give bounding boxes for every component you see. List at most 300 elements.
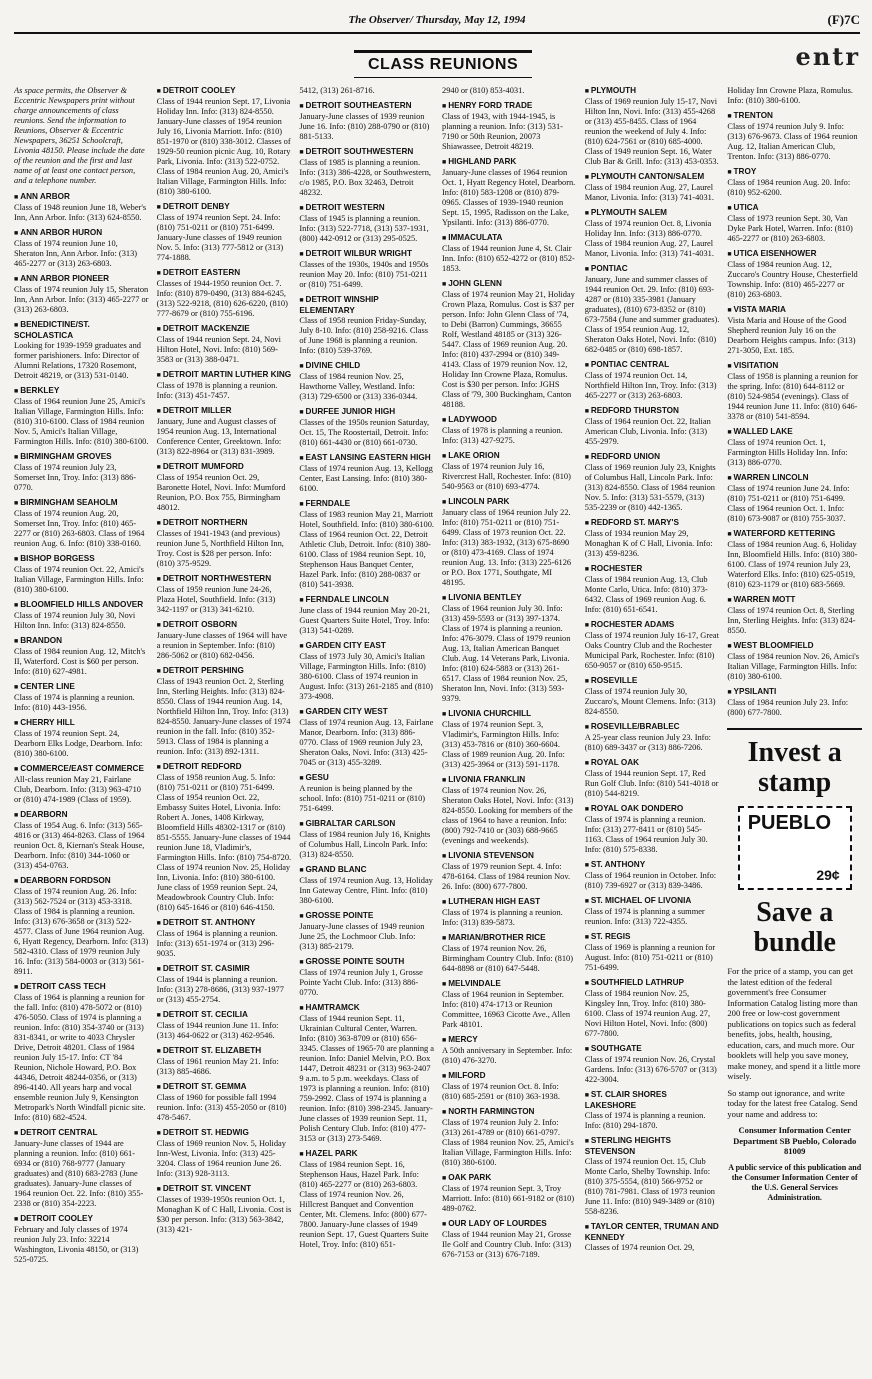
school-name: ■ CENTER LINE <box>14 682 149 693</box>
reunion-details: Class of 1943, with 1944-1945, is planning a reunion. Info: (313) 531-7190 or 50th Reunion, 20073 Shiawassee, Detroit 48219. <box>442 112 563 151</box>
school-name: ■ DETROIT ST. VINCENT <box>157 1184 292 1195</box>
section-title: CLASS REUNIONS <box>354 50 532 78</box>
reunion-entry <box>14 682 149 713</box>
reunion-entry <box>585 932 720 973</box>
reunion-entry <box>299 865 434 906</box>
reunion-entry <box>585 896 720 927</box>
school-name: ■ DETROIT SOUTHWESTERN <box>299 147 434 158</box>
reunion-entry <box>727 203 862 244</box>
school-name: ■ DETROIT SOUTHEASTERN <box>299 101 434 112</box>
school-name: ■ WEST BLOOMFIELD <box>727 641 862 652</box>
masthead <box>14 10 860 34</box>
school-name: ■ FERNDALE LINCOLN <box>299 595 434 606</box>
column-3 <box>299 86 434 1361</box>
reunion-details: Class of 1954 Aug. 6. Info: (313) 565-4816 or (313) 464-8263. Class of 1964 reunion Oct. 8, Kiernan's Steak House, Dearborn. Info: (810) 344-1060 or (313) 454-0763. <box>14 821 145 870</box>
reunion-details: Class of 1974 reunion Oct. 8, Sterling Inn, Sterling Heights. Info: (313) 824-8550. <box>727 606 856 635</box>
reunion-details: Class of 1969 reunion July 15-17, Novi Hilton Inn, Novi. Info: (313) 455-4268 or (313) 455-8455. Class of 1964 reunion the weekend of July 4. Info: (810) 624-7561 or (810) 685-4000. Class of 1949 reunion Sept. 16, Water Club Bar & Grill. Info: (313) 453-0353. <box>584 97 719 166</box>
reunion-entry <box>14 228 149 269</box>
reunion-entry <box>727 687 862 718</box>
section-title-bar <box>14 40 860 76</box>
school-name: ■ DEARBORN <box>14 810 149 821</box>
reunion-details: Class of 1983 reunion May 21, Marriott Hotel, Southfield. Info: (810) 380-6100. Class of 1964 reunion Oct. 22, Detroit Athletic Club, Detroit. Info: (810) 380-6100. Class of 1984 reunion Sept. 10, Stephenson Haus Banquet Center, Hazel Park. Info: (810) 288-0837 or (810) 541-3938. <box>299 510 435 589</box>
school-name: ■ GARDEN CITY EAST <box>299 641 434 652</box>
school-name: ■ GESU <box>299 773 434 784</box>
school-name: ■ STERLING HEIGHTS STEVENSON <box>585 1136 720 1157</box>
school-name: ■ WALLED LAKE <box>727 427 862 438</box>
reunion-details: Class of 1958 is planning a reunion for the spring. Info: (810) 644-8112 or (810) 524-9854 (evenings). Class of 1944 reunion June 11. Info: (810) 646-3378 or (810) 541-8594. <box>727 372 858 421</box>
reunion-entry <box>299 819 434 860</box>
reunion-entry <box>442 851 577 892</box>
reunion-entry <box>14 554 149 595</box>
reunion-entry <box>299 249 434 290</box>
school-name: ■ DETROIT CENTRAL <box>14 1128 149 1139</box>
school-name: ■ DETROIT ST. HEDWIG <box>157 1128 292 1139</box>
reunion-entry <box>299 407 434 448</box>
reunion-entry <box>299 101 434 142</box>
school-name: ■ DETROIT ST. GEMMA <box>157 1082 292 1093</box>
reunion-details: Class of 1974 reunion Sept. 3, Vladimir's, Farmington Hills. Info: (313) 453-7816 or (810) 360-6604. Class of 1989 reunion Aug. 20. Info: (313) 425-3964 or (313) 591-1178. <box>442 720 565 769</box>
school-name: ■ SOUTHGATE <box>585 1044 720 1055</box>
school-name: ■ ANN ARBOR <box>14 192 149 203</box>
reunion-details: Class of 1944 reunion June 11. Info: (313) 464-0622 or (313) 462-9546. <box>156 1021 279 1040</box>
reunion-details: Class of 1969 reunion Nov. 5, Holiday Inn-West, Livonia. Info: (313) 425-3204. Class of 1964 reunion June 26. Info: (313) 928-3113. <box>156 1139 286 1178</box>
school-name: ■ HENRY FORD TRADE <box>442 101 577 112</box>
reunion-entry <box>585 452 720 513</box>
reunion-details: Class of 1964 reunion June 25, Amici's Italian Village, Farmington Hills. Info: (810) 310-6100. Class of 1984 reunion Nov. 5, Amici's Italian Village, Farmington Hills. Info: (810) 380-6100. <box>14 397 149 446</box>
reunion-details: Classes of 1941-1943 (and previous) reunion June 5, Northfield Hilton Inn, Troy. Cost is $28 per person. Info: (810) 375-9529. <box>156 529 284 568</box>
reunion-details: Class of 1974 reunion Aug. 13, Fairlane Manor, Dearborn. Info: (313) 886-0770. Class of 1969 reunion July 23, Sheraton Oaks, Novi. Info: (313) 425-7045 or (313) 455-3289. <box>299 718 434 767</box>
reunion-entry <box>14 636 149 677</box>
reunion-entry <box>585 518 720 559</box>
school-name: ■ DEARBORN FORDSON <box>14 876 149 887</box>
reunion-entry <box>299 203 434 244</box>
school-name: ■ OUR LADY OF LOURDES <box>442 1219 577 1230</box>
reunion-entry <box>442 709 577 770</box>
reunion-entry <box>585 722 720 753</box>
school-name: ■ GRAND BLANC <box>299 865 434 876</box>
school-name: ■ WARREN MOTT <box>727 595 862 606</box>
reunion-details: Class of 1974 reunion Aug. 26. Info: (313) 562-7524 or (313) 453-3318. Class of 1984 is planning a reunion. Info: (313) 676-3658 or (313) 522-4577. Class of June 1964 reunion Aug. 6, Hyatt Regency, Dearborn. Info: (313) 582-4310. Class of 1979 reunion July 16. Info: (313) 584-0003 or (313) 561-8911. <box>14 887 149 976</box>
school-name: ■ SOUTHFIELD LATHRUP <box>585 978 720 989</box>
reunion-entry <box>442 233 577 274</box>
school-name: ■ DETROIT WESTERN <box>299 203 434 214</box>
reunion-details: Class of 1984 reunion Nov. 26, Amici's Italian Village, Farmington Hills. Info: (810) 380-6100. <box>727 652 860 681</box>
school-name: ■ PONTIAC <box>585 264 720 275</box>
reunion-details: Class of 1979 reunion Sept. 4. Info: 478-6164. Class of 1984 reunion Nov. 26. Info: (800) 677-7800. <box>442 862 571 891</box>
reunion-entry <box>442 86 577 96</box>
reunion-entry <box>14 274 149 315</box>
reunion-details: Classes of the 1950s reunion Saturday, Oct. 15, The Roostertail, Detroit. Info: (810) 661-4430 or (810) 661-0730. <box>299 418 430 447</box>
reunion-details: Class of 1984 reunion Sept. 16, Stephenson Haus, Hazel Park. Info: (810) 465-2277 or (810) 263-6803. Class of 1974 reunion Nov. 26, Hillcrest Banquet and Convention Center, Mt. Clemens. Info: (800) 677-7800. January-June classes of 1949 reunion Sept. 17, Guest Quarters Suite Hotel, Troy. Info: (810) 651- <box>299 1160 429 1249</box>
column-4 <box>442 86 577 1361</box>
reunion-details: Class of 1974 reunion July 30, Novi Hilton Inn. Info: (313) 824-8550. <box>14 611 136 630</box>
school-name: ■ ROYAL OAK <box>585 758 720 769</box>
reunion-entry <box>585 208 720 259</box>
reunion-details: January, June and summer classes of 1944 reunion Oct. 29. Info: (810) 693-4287 or (810) 335-3981 (January graduates), (810) 673-8352 or (810) 673-7584 (June and summer graduates). Class of 1954 reunion Aug. 12, Sheraton Oaks Hotel, Novi. Info: (810) 682-0485 or (810) 698-1857. <box>584 275 720 354</box>
school-name: ■ LADYWOOD <box>442 415 577 426</box>
reunion-details: Class of 1969 is planning a reunion for August. Info: (810) 751-0211 or (810) 751-6499. <box>584 943 716 972</box>
school-name: ■ PONTIAC CENTRAL <box>585 360 720 371</box>
school-name: ■ LIVONIA FRANKLIN <box>442 775 577 786</box>
school-name: ■ MERCY <box>442 1035 577 1046</box>
reunion-details: January-June classes of 1964 reunion Oct. 1, Hyatt Regency Hotel, Dearborn. Info: (810) 583-1208 or (810) 879-0965. Classes of 1939-1940 reunion Sept. 15, 1995, Radisson on the Lake, Ypsilanti. Info: (313) 886-0770. <box>442 168 576 227</box>
reunion-entry <box>299 1003 434 1144</box>
reunion-details: Class of 1958 reunion Aug. 5. Info: (810) 751-0211 or (810) 751-6499. Class of 1954 reunion Oct. 22, Embassy Suites Hotel, Livonia. Info: Robert A. Jones, 1408 Kirkway, Bloomfield Hills 48302-1317 or (810) 851-5555. January-June classes of 1944 reunion June 18, Vladimir's, Farmington Hills. Info: (810) 754-8720. Class of 1974 reunion Nov. 25, Holiday Inn, Livonia. Info: (810) 380-6100. June class of 1959 reunion Sept. 24, Meadowbrook Country Club. Info: (810) 645-1646 or (810) 646-4150. <box>156 773 292 912</box>
reunion-entry <box>442 1035 577 1066</box>
reunion-entry <box>299 453 434 494</box>
reunion-entry <box>157 86 292 197</box>
school-name: ■ GROSSE POINTE SOUTH <box>299 957 434 968</box>
column-1 <box>14 86 149 1361</box>
reunion-entry <box>585 1222 720 1253</box>
school-name: ■ ST. MICHAEL OF LIVONIA <box>585 896 720 907</box>
column-6 <box>727 86 862 1361</box>
school-name: ■ VISTA MARIA <box>727 305 862 316</box>
reunion-entry <box>14 718 149 759</box>
reunion-details: Class of 1974 reunion Sept. 3, Troy Marriott. Info: (810) 661-9182 or (810) 489-0762. <box>442 1184 575 1213</box>
reunion-details: Holiday Inn Crowne Plaza, Romulus. Info: (810) 380-6100. <box>727 86 853 105</box>
reunion-entry <box>157 964 292 1005</box>
school-name: ■ DURFEE JUNIOR HIGH <box>299 407 434 418</box>
reunion-entry <box>585 172 720 203</box>
reunion-entry <box>442 415 577 446</box>
reunion-entry <box>157 324 292 365</box>
reunion-entry <box>585 360 720 401</box>
reunion-entry <box>727 641 862 682</box>
reunion-entry <box>727 529 862 590</box>
school-name: ■ BENEDICTINE/ST. SCHOLASTICA <box>14 320 149 341</box>
reunion-entry <box>299 595 434 636</box>
school-name: ■ REDFORD UNION <box>585 452 720 463</box>
reunion-details: Class of 1974 is planning a reunion. Info: (810) 443-1956. <box>14 693 135 712</box>
reunion-entry <box>14 1214 149 1265</box>
reunion-details: Class of 1974 reunion May 21, Holiday Crown Plaza, Romulus. Cost is $37 per person. Info: John Glenn Class of '74, to Debi (Barron) Cummings, 36655 Rolf, Westland 48185 or (313) 326-5447. Class of 1969 reunion Aug. 20. Info: (810) 437-2994 or (810) 349-4143. Class of 1979 reunion Nov. 12, Holiday Inn Crowne Plaza, Romulus. Cost is $30 per person. Info: JGHS Class of '79, 300 Buckingham, Canton 48188. <box>442 290 575 409</box>
reunion-details: A 25-year class reunion July 23. Info: (810) 689-3437 or (313) 886-7206. <box>584 733 711 752</box>
reunion-details: Class of 1974 reunion July 15, Sheraton Inn, Ann Arbor. Info: (313) 465-2277 or (313) 263-6803. <box>14 285 149 314</box>
school-name: ■ DETROIT NORTHERN <box>157 518 292 529</box>
reunion-details: Class of 1974 reunion Oct. 1, Farmington Hills Holiday Inn. Info: (313) 886-0770. <box>727 438 848 467</box>
school-name: ■ ST. CLAIR SHORES LAKESHORE <box>585 1090 720 1111</box>
reunion-entry <box>585 86 720 167</box>
reunion-entry <box>14 982 149 1123</box>
reunion-details: Class of 1974 reunion Aug. 20, Somerset Inn, Troy. Info: (810) 465-2277 or (810) 263-6803. Class of 1964 reunion Aug. 6. Info: (810) 338-0160. <box>14 509 145 548</box>
school-name: ■ PLYMOUTH <box>585 86 720 97</box>
school-name: ■ GARDEN CITY WEST <box>299 707 434 718</box>
ad-body <box>727 966 862 1157</box>
school-name: ■ DETROIT PERSHING <box>157 666 292 677</box>
school-name: ■ MILFORD <box>442 1071 577 1082</box>
school-name: ■ BLOOMFIELD HILLS ANDOVER <box>14 600 149 611</box>
reunion-details: June class of 1944 reunion May 20-21, Guest Quarters Suite Hotel, Troy. Info: (313) 541-0289. <box>299 606 430 635</box>
reunion-entry <box>442 1071 577 1102</box>
stamp-word: PUEBLO <box>747 812 832 834</box>
stamp-ad <box>727 728 862 1203</box>
school-name: ■ DETROIT EASTERN <box>157 268 292 279</box>
reunion-details: Class of 1984 reunion Aug. 13, Club Monte Carlo, Utica. Info: (810) 373-6432. Class of 1969 reunion Aug. 6. Info: (810) 651-6541. <box>584 575 708 614</box>
reunion-entry <box>442 979 577 1030</box>
school-name: ■ UTICA <box>727 203 862 214</box>
reunion-details: Class of 1964 reunion Oct. 22, Italian American Club, Livonia. Info: (313) 455-2979. <box>584 417 711 446</box>
school-name: ■ DETROIT DENBY <box>157 202 292 213</box>
reunion-entry <box>299 361 434 402</box>
reunion-details: Class of 1973 July 30, Amici's Italian Village, Farmington Hills. Info: (810) 380-6100. Class of 1974 reunion in August. Info: (313) 261-2185 and (810) 373-4908. <box>299 652 433 701</box>
reunion-details: A reunion is being planned by the school. Info: (810) 751-0211 or (810) 751-6499. <box>299 784 426 813</box>
reunion-details: Class of 1945 is planning a reunion. Info: (313) 522-7718, (313) 537-1931, (800) 442-0912 or (313) 295-0525. <box>299 214 429 243</box>
reunion-details: Class of 1964 reunion in October. Info: (810) 739-6927 or (313) 839-3486. <box>584 871 717 890</box>
reunion-details: Class of 1974 reunion Oct. 14, Northfield Hilton Inn, Troy. Info: (313) 465-2277 or (313) 263-6803. <box>584 371 717 400</box>
reunion-entry <box>157 1010 292 1041</box>
reunion-entry <box>157 574 292 615</box>
reunion-entry <box>585 978 720 1039</box>
reunion-entry <box>442 897 577 928</box>
reunion-entry <box>442 593 577 704</box>
school-name: ■ ROCHESTER ADAMS <box>585 620 720 631</box>
school-name: ■ DETROIT MACKENZIE <box>157 324 292 335</box>
school-name: ■ PLYMOUTH SALEM <box>585 208 720 219</box>
school-name: ■ WARREN LINCOLN <box>727 473 862 484</box>
reunion-details: Class of 1974 reunion June 10, Sheraton Inn, Ann Arbor. Info: (313) 465-2277 or (313) 263-6803. <box>14 239 138 268</box>
reunion-details: Class of 1974 reunion July 1, Grosse Pointe Yacht Club. Info: (313) 886-0770. <box>299 968 423 997</box>
reunion-entry <box>157 370 292 401</box>
school-name: ■ ANN ARBOR HURON <box>14 228 149 239</box>
reunion-details: Class of 1974 reunion July 16, Rivercrest Hall, Rochester. Info: (810) 540-9563 or (810) 693-4774. <box>442 462 571 491</box>
reunion-details: Class of 1944 is planning a reunion. Info: (313) 278-8686, (313) 937-1977 or (313) 455-2754. <box>156 975 284 1004</box>
reunion-entry <box>299 295 434 356</box>
reunion-details: A 50th anniversary in September. Info: (810) 476-3270. <box>442 1046 573 1065</box>
reunion-entry <box>727 427 862 468</box>
school-name: ■ LUTHERAN HIGH EAST <box>442 897 577 908</box>
reunion-details: Class of 1943 reunion Oct. 2, Sterling Inn, Sterling Heights. Info: (313) 824-8550. Class of 1944 reunion Aug. 14, Northfield Hilton Inn, Troy. Info: (313) 824-8550. January-June classes of 1974 reunion in the fall. Info: (810) 352-5913. Class of 1984 is planning a reunion. Info: (313) 892-1311. <box>156 677 291 756</box>
reunion-entry <box>157 666 292 757</box>
masthead-date: The Observer/ Thursday, May 12, 1994 <box>348 14 526 26</box>
reunion-details: Class of 1964 reunion in September. Info: (810) 474-1713 or Reunion Committee, 16963 Cicotte Ave., Allen Park 48101. <box>442 990 571 1029</box>
reunion-details: Class of 1984 reunion Nov. 25, Hawthorne Valley, Westland. Info: (313) 729-6500 or (313) 336-0344. <box>299 372 418 401</box>
reunion-entry <box>14 876 149 977</box>
reunion-details: Classes of 1944-1950 reunion Oct. 7. Info: (810) 879-0490, (313) 884-6245, (313) 522-9218, (810) 626-6220, (810) 777-8679 or (810) 755-6196. <box>156 279 288 318</box>
reunion-entry <box>442 1173 577 1214</box>
school-name: ■ DETROIT MARTIN LUTHER KING <box>157 370 292 381</box>
reunion-entry <box>299 499 434 590</box>
reunion-entry <box>727 111 862 162</box>
school-name: ■ MARIAN/BROTHER RICE <box>442 933 577 944</box>
reunion-details: January-June classes of 1944 are planning a reunion. Info: (810) 661-6934 or (810) 768-9777 (January graduates) and (810) 683-2783 (June graduates). January-June classes of 1964 reunion Oct. 22. Info: (810) 355-2338 or (810) 354-2223. <box>14 1139 144 1208</box>
school-name: ■ BERKLEY <box>14 386 149 397</box>
reunion-entry <box>585 860 720 891</box>
reunion-entry <box>14 764 149 805</box>
school-name: ■ LIVONIA BENTLEY <box>442 593 577 604</box>
reunion-details: Class of 1959 reunion June 24-26, Plaza Hotel, Southfield. Info: (313) 342-1197 or (313) 341-6210. <box>156 585 276 614</box>
reunion-details: Class of 1974 is planning a summer reunion. Info: (313) 722-4355. <box>584 907 705 926</box>
reunion-entry <box>299 773 434 814</box>
reunion-entry <box>14 192 149 223</box>
school-name: ■ BRANDON <box>14 636 149 647</box>
reunion-details: Class of 1964 is planning a reunion. Info: (313) 651-1974 or (313) 296-9035. <box>156 929 278 958</box>
school-name: ■ TRENTON <box>727 111 862 122</box>
reunion-details: Class of 1984 reunion July 23. Info: (800) 677-7800. <box>727 698 849 717</box>
reunion-details: Class of 1974 reunion July 30, Zuccaro's, Mount Clemens. Info: (313) 824-8550. <box>584 687 716 716</box>
reunion-details: 2940 or (810) 853-4031. <box>442 86 525 95</box>
reunion-entry <box>585 758 720 799</box>
reunion-entry <box>157 1046 292 1077</box>
reunion-entry <box>585 676 720 717</box>
reunion-entry <box>14 810 149 871</box>
reunion-details: Class of 1974 is planning a reunion. Info: (810) 294-1870. <box>584 1111 706 1130</box>
reunion-entry <box>14 600 149 631</box>
school-name: ■ DETROIT OSBORN <box>157 620 292 631</box>
school-name: ■ BISHOP BORGESS <box>14 554 149 565</box>
school-name: ■ DIVINE CHILD <box>299 361 434 372</box>
reunion-entry <box>727 595 862 636</box>
reunion-details: Class of 1944 reunion Sept. 17, Livonia Holiday Inn. Info: (313) 824-8550. January-June classes of 1954 reunion July 16, Livonia Marriott. Info: (810) 851-1970 or (810) 338-3012. Classes of 1929-50 reunion picnic Aug. 10, Rotary Park, Livonia. Info: (313) 522-0752. Class of 1984 reunion Aug. 20, Amici's Italian Village, Farmington Hills. Info: (810) 380-6100. <box>156 97 291 196</box>
reunion-details: Class of 1974 reunion Oct. 22, Amici's Italian Village, Farmington Hills. Info: (810) 380-6100. <box>14 565 144 594</box>
reunion-details: Class of 1974 reunion July 9. Info: (313) 676-9673. Class of 1964 reunion Aug. 12, Italian American Club, Trenton. Info: (313) 886-0770. <box>727 122 858 161</box>
reunion-details: Class of 1964 reunion July 30. Info: (313) 459-5593 or (313) 397-1374. Class of 1974 is planning a reunion. Info: 476-3079. Class of 1979 reunion Aug. 13, Italian American Banquet Club. Aug. 14 Veterans Park, Livonia. Info: (810) 624-5883 or (313) 261-6517. Class of 1984 reunion Nov. 25, Sheraton Inn, Novi. Info: (313) 593-9379. <box>442 604 571 703</box>
reunion-entry <box>299 1149 434 1250</box>
reunion-details: 5412, (313) 261-8716. <box>299 86 375 95</box>
school-name: ■ ROSEVILLE/BRABLEC <box>585 722 720 733</box>
reunion-details: Class of 1944 reunion June 4, St. Clair Inn. Info: (810) 652-4272 or (810) 852-1853. <box>442 244 575 273</box>
reunion-details: Classes of the 1930s, 1940s and 1950s reunion May 20. Info: (810) 751-0211 or (810) 751-6499. <box>299 260 429 289</box>
reunion-entry <box>442 279 577 410</box>
reunion-details: Class of 1960 for possible fall 1994 reunion. Info: (313) 455-2050 or (810) 478-5467. <box>156 1093 287 1122</box>
reunion-entry <box>727 305 862 356</box>
ad-headline-invest: Invest a stamp <box>747 737 842 798</box>
school-name: ■ VISITATION <box>727 361 862 372</box>
school-name: ■ UTICA EISENHOWER <box>727 249 862 260</box>
ad-body-paragraph-2: So stamp out ignorance, and write today for the latest free Catalog. Send your name and address to: <box>727 1087 858 1119</box>
school-name: ■ CHERRY HILL <box>14 718 149 729</box>
school-name: ■ HAZEL PARK <box>299 1149 434 1160</box>
school-name: ■ DETROIT ST. CASIMIR <box>157 964 292 975</box>
reunion-details: January-June classes of 1964 will have a reunion in September. Info: (810) 286-5062 or (810) 682-0456. <box>156 631 288 660</box>
reunion-details: Class of 1944 reunion Sept. 17, Red Run Golf Club. Info: (810) 541-4018 or (810) 544-8219. <box>584 769 719 798</box>
reunion-details: Class of 1948 reunion June 18, Weber's Inn, Ann Arbor. Info: (313) 624-8550. <box>14 203 147 222</box>
school-name: ■ FERNDALE <box>299 499 434 510</box>
reunion-entry <box>14 1128 149 1209</box>
reunion-details: Class of 1944 reunion Sept. 24, Novi Hilton Hotel, Novi. Info: (810) 569-3583 or (313) 388-0471. <box>156 335 281 364</box>
school-name: ■ DETROIT MILLER <box>157 406 292 417</box>
school-name: ■ TROY <box>727 167 862 178</box>
school-name: ■ LIVONIA STEVENSON <box>442 851 577 862</box>
reunion-details: Class of 1964 is planning a reunion for the fall. Info: (810) 478-5072 or (810) 476-5050. Class of 1974 is planning a reunion. Info: (810) 354-3740 or (313) 831-8341, or write to 4033 Chrysler Drive, Detroit 48201. Class of 1984 reunion July 15-17. Info: CT '84 Reunion, Nichole Howard, P.O. Box 44346, Detroit 48244-0356, or (313) 896-4140. All years harp and vocal ensemble reunion July 9, Kensington Metropark's North Windfall picnic site. Info: (810) 682-4524. <box>14 993 146 1122</box>
reunion-entry <box>442 775 577 846</box>
reunion-entry <box>14 320 149 381</box>
school-name: ■ DETROIT REDFORD <box>157 762 292 773</box>
reunion-entry <box>442 1219 577 1260</box>
reunion-details: Class of 1974 reunion Oct. 8. Info: (810) 685-2591 or (810) 363-1938. <box>442 1082 560 1101</box>
school-name: ■ DETROIT MUMFORD <box>157 462 292 473</box>
school-name: ■ TAYLOR CENTER, TRUMAN AND KENNEDY <box>585 1222 720 1243</box>
school-name: ■ DETROIT COOLEY <box>157 86 292 97</box>
school-name: ■ PLYMOUTH CANTON/SALEM <box>585 172 720 183</box>
page-number: (F)7C <box>827 12 860 27</box>
reunion-details: February and July classes of 1974 reunion July 23. Info: 32214 Washington, Livonia 48150, or (313) 525-0725. <box>14 1225 139 1264</box>
reunion-entry <box>299 707 434 768</box>
ad-headline-save: Save a bundle <box>753 897 836 958</box>
reunion-details: Class of 1944 reunion Sept. 11, Ukrainian Cultural Center, Warren. Info: (810) 363-8709 or (810) 656-3345. Classes of 1965-70 are planning a reunion. Info: Daniel Melvin, P.O. Box 1447, Detroit 48231 or (313) 963-2407 9 a.m. to 5 p.m. weekdays. Class of 1973 is planning a reunion. Info: (810) 759-2992. Class of 1974 is planning a reunion. Info: (810) 398-2345. January-June classes of 1939 reunion Sept. 11, Polish Century Club. Info: (810) 477-3153 or (313) 273-5469. <box>299 1014 435 1143</box>
reunion-entry <box>585 804 720 855</box>
ad-body-paragraph-1: For the price of a stamp, you can get the latest edition of the federal government's free Consumer Information Catalog listing more than 200 free or low-cost government publications on topics such as federal benefits, jobs, health, housing, education, cars, and much more. Our booklets will help you save money, make money, and spend it a little more wisely. <box>727 966 861 1081</box>
reunion-entry <box>585 1044 720 1085</box>
reunion-details: Class of 1974 reunion Nov. 26, Birmingham Country Club. Info: (810) 644-8898 or (810) 647-5448. <box>442 944 573 973</box>
reunion-details: Class of 1961 reunion May 21. Info: (313) 885-4686. <box>156 1057 279 1076</box>
reunion-entry <box>585 1136 720 1217</box>
school-name: ■ DETROIT WINSHIP ELEMENTARY <box>299 295 434 316</box>
school-name: ■ ROSEVILLE <box>585 676 720 687</box>
reunion-entry <box>727 167 862 198</box>
reunion-details: Class of 1974 reunion Aug. 13, Holiday Inn Gateway Centre, Flint. Info: (810) 380-6100. <box>299 876 433 905</box>
school-name: ■ OAK PARK <box>442 1173 577 1184</box>
school-name: ■ ROYAL OAK DONDERO <box>585 804 720 815</box>
school-name: ■ ST. REGIS <box>585 932 720 943</box>
reunion-details: January-June classes of 1939 reunion June 16. Info: (810) 288-0790 or (810) 881-5133. <box>299 112 430 141</box>
school-name: ■ LAKE ORION <box>442 451 577 462</box>
school-name: ■ WATERFORD KETTERING <box>727 529 862 540</box>
reunion-entry <box>442 1107 577 1168</box>
column-2 <box>157 86 292 1361</box>
reunion-details: January class of 1964 reunion July 22. Info: (810) 751-0211 or (810) 751-6499. Class of 1973 reunion Oct. 22. Info: (313) 383-1932, (313) 675-8690 or (810) 473-4169. Class of 1974 reunion Aug. 13. Info: (313) 225-6126 or P.O. Box 1771, Southgate, MI 48195. <box>442 508 572 587</box>
reunion-details: Class of 1984 reunion Aug. 27, Laurel Manor, Livonia. Info: (313) 741-4031. <box>584 183 714 202</box>
reunion-details: Class of 1958 reunion Friday-Sunday, July 8-10. Info: (810) 258-9216. Class of June 1968 is planning a reunion. Info: (810) 539-3769. <box>299 316 428 355</box>
reunion-entry <box>727 86 862 106</box>
reunion-entry <box>727 473 862 524</box>
reunion-columns <box>14 86 862 1361</box>
reunion-entry <box>585 1090 720 1131</box>
reunion-details: Vista Maria and House of the Good Shepherd reunion July 16 on the Dearborn Heights campus. Info: (313) 271-3050, Ext. 185. <box>727 316 856 355</box>
reunion-details: January-June classes of 1949 reunion June 25, the Lochmoor Club. Info: (313) 885-2179. <box>299 922 425 951</box>
reunion-details: Class of 1974 reunion Nov. 26, Crystal Gardens. Info: (313) 676-5707 or (313) 422-3004. <box>584 1055 717 1084</box>
reunion-entry <box>157 1184 292 1235</box>
reunion-details: All-class reunion May 21, Fairlane Club, Dearborn. Info: (313) 963-4710 or (810) 474-1989 (Class of 1959). <box>14 775 141 804</box>
school-name: ■ DETROIT NORTHWESTERN <box>157 574 292 585</box>
reunion-entry <box>442 101 577 152</box>
reunion-entry <box>157 762 292 913</box>
school-name: ■ ROCHESTER <box>585 564 720 575</box>
school-name: ■ DETROIT WILBUR WRIGHT <box>299 249 434 260</box>
reunion-details: Class of 1944 reunion May 21, Grosse Ile Golf and Country Club. Info: (313) 676-7153 or (313) 676-7189. <box>442 1230 572 1259</box>
column-5 <box>585 86 720 1361</box>
school-name: ■ LIVONIA CHURCHILL <box>442 709 577 720</box>
school-name: ■ YPSILANTI <box>727 687 862 698</box>
reunion-entry <box>157 918 292 959</box>
reunion-details: Class of 1974 reunion Sept. 24. Info: (810) 751-0211 or (810) 751-6499. January-June classes of 1949 reunion Nov. 5. Info: (313) 777-5812 or (313) 774-1888. <box>156 213 284 262</box>
school-name: ■ BIRMINGHAM SEAHOLM <box>14 498 149 509</box>
school-name: ■ COMMERCE/EAST COMMERCE <box>14 764 149 775</box>
reunion-entry <box>299 641 434 702</box>
reunion-details: Class of 1974 is planning a reunion. Info: (313) 277-8411 or (810) 545-1163. Class of 1964 reunion July 30. Info: (810) 575-8338. <box>584 815 708 854</box>
school-name: ■ HAMTRAMCK <box>299 1003 434 1014</box>
reunion-details: Class of 1974 reunion Oct. 8, Livonia Holiday Inn. Info: (313) 886-0770. Class of 1984 reunion Aug. 27, Laurel Manor, Livonia. Info: (313) 741-4031. <box>584 219 714 258</box>
reunion-details: Class of 1969 reunion July 23, Knights of Columbus Hall, Lincoln Park. Info: (313) 824-8550. Class of 1984 reunion Nov. 5. Info: (313) 531-5579, (313) 535-2239 or (810) 442-1365. <box>584 463 716 512</box>
reunion-details: Class of 1984 reunion Aug. 20. Info: (810) 952-6200. <box>727 178 851 197</box>
reunion-details: Looking for 1939-1959 graduates and former parishioners. Info: Director of Alumni Relations, 17320 Rosemont, Detroit 48219, or (313) 531-0140. <box>14 341 141 380</box>
reunion-details: Class of 1974 reunion June 24. Info: (810) 751-0211 or (810) 751-6499. Class of 1964 reunion Oct. 1. Info: (810) 673-9087 or (810) 755-3037. <box>727 484 850 523</box>
reunion-entry <box>14 498 149 549</box>
reunion-entry <box>157 462 292 513</box>
reunion-details: Classes of 1939-1950s reunion Oct. 1, Monaghan K of C Hall, Livonia. Cost is $30 per person. Info: (313) 563-3842, (313) 421- <box>156 1195 292 1234</box>
reunion-entry <box>14 386 149 447</box>
school-name: ■ MELVINDALE <box>442 979 577 990</box>
reunion-entry <box>442 933 577 974</box>
reunion-entry <box>157 202 292 263</box>
reunion-details: Class of 1934 reunion May 29, Monaghan K of C Hall, Livonia. Info: (313) 459-8236. <box>584 529 713 558</box>
stamp-illustration <box>738 806 852 890</box>
school-name: ■ ANN ARBOR PIONEER <box>14 274 149 285</box>
reunion-details: Class of 1974 reunion July 23, Somerset Inn, Troy. Info: (313) 886-0770. <box>14 463 137 492</box>
reunion-details: Class of 1973 reunion Sept. 30, Van Dyke Park Hotel, Warren. Info: (810) 465-2277 or (810) 263-6803. <box>727 214 853 243</box>
school-name: ■ DETROIT ST. CECILIA <box>157 1010 292 1021</box>
reunion-details: Class of 1978 is planning a reunion. Info: (313) 451-7457. <box>156 381 278 400</box>
